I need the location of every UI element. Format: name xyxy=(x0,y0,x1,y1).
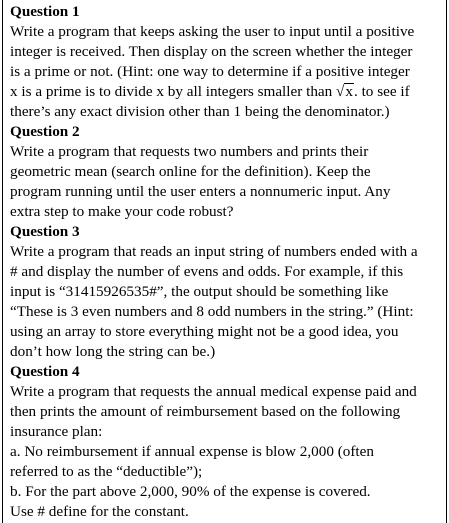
question-4-line-1: Write a program that requests the annual medical expense paid and xyxy=(10,383,417,400)
question-1-line-1: Write a program that keeps asking the user to input until a positive xyxy=(10,23,415,40)
page-border-right xyxy=(446,0,447,523)
question-1-line-2: integer is received. Then display on the screen whether the integer xyxy=(10,43,413,60)
question-2-line-4: extra step to make your code robust? xyxy=(10,203,234,220)
question-4-heading: Question 4 xyxy=(10,363,80,380)
radical-sign: √ xyxy=(336,83,345,100)
question-1-line-3: is a prime or not. (Hint: one way to determine if a positive integer xyxy=(10,63,410,80)
question-4-line-4: a. No reimbursement if annual expense is blow 2,000 (often xyxy=(10,443,374,460)
question-1-line-4 xyxy=(10,82,410,102)
question-4-line-7: Use # define for the constant. xyxy=(10,503,189,520)
question-1-line-4-tail: . to see if xyxy=(353,83,410,100)
question-2-line-2: geometric mean (search online for the definition). Keep the xyxy=(10,163,371,180)
question-2-line-3: program running until the user enters a nonnumeric input. Any xyxy=(10,183,391,200)
question-4-line-3: insurance plan: xyxy=(10,423,103,440)
square-root-expression xyxy=(336,82,354,102)
question-4-line-2: then prints the amount of reimbursement based on the following xyxy=(10,403,401,420)
question-3-heading: Question 3 xyxy=(10,223,80,240)
question-3-line-6: don’t how long the string can be.) xyxy=(10,343,216,360)
page-border-left xyxy=(2,0,3,523)
question-2-heading: Question 2 xyxy=(10,123,80,140)
radicand: x xyxy=(345,83,353,100)
question-3-line-5: using an array to store everything might not be a good idea, you xyxy=(10,323,399,340)
question-4-line-6: b. For the part above 2,000, 90% of the expense is covered. xyxy=(10,483,371,500)
question-1-heading: Question 1 xyxy=(10,3,80,20)
question-3-line-3: input is “31415926535#”, the output should be something like xyxy=(10,283,389,300)
question-3-line-2: # and display the number of evens and odds. For example, if this xyxy=(10,263,404,280)
question-4-line-5: referred to as the “deductible”); xyxy=(10,463,203,480)
question-1-line-5: there’s any exact division other than 1 being the denominator.) xyxy=(10,103,390,120)
question-1-line-4-text: x is a prime is to divide x by all integers smaller than xyxy=(10,83,333,100)
question-3-line-4: “These is 3 even numbers and 8 odd numbers in the string.” (Hint: xyxy=(10,303,414,320)
question-3-line-1: Write a program that reads an input string of numbers ended with a xyxy=(10,243,418,260)
question-2-line-1: Write a program that requests two numbers and prints their xyxy=(10,143,369,160)
